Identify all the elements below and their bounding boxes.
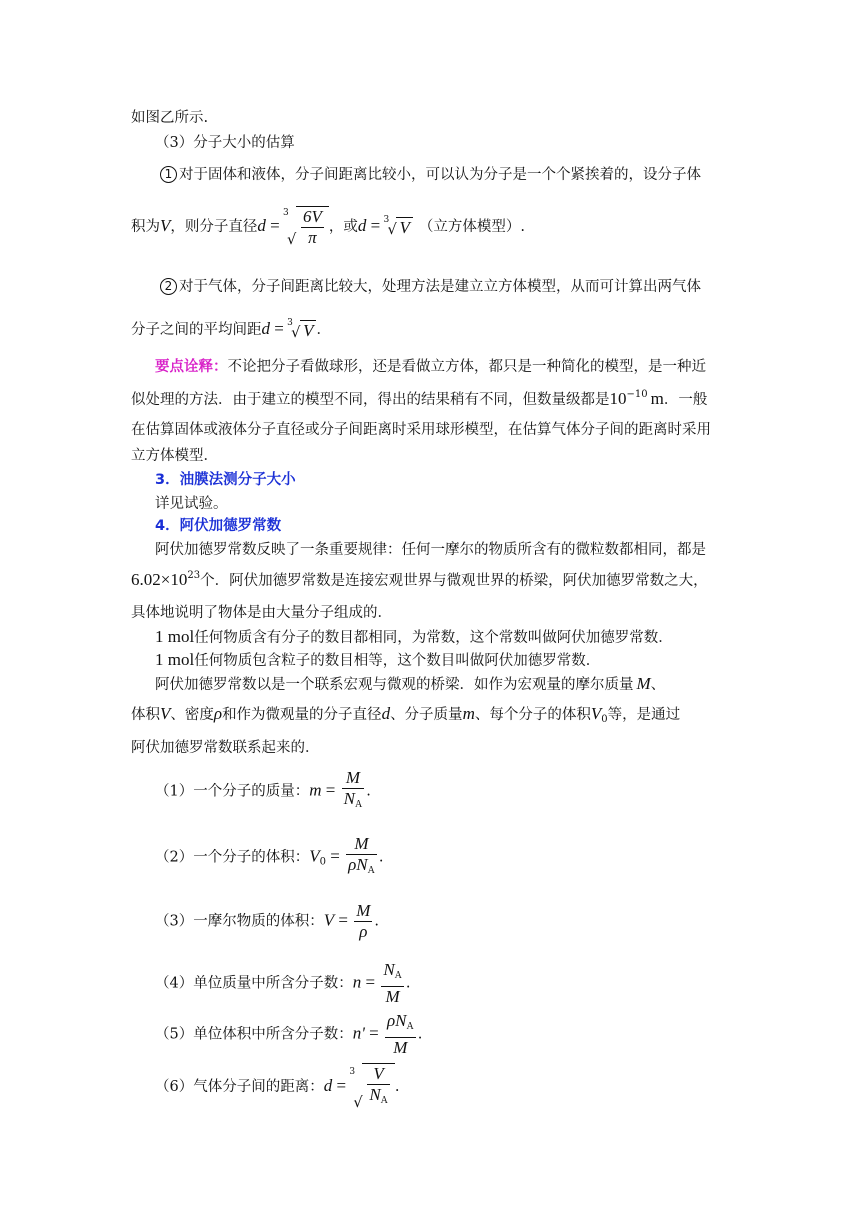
- text-line: 具体地说明了物体是由大量分子组成的．: [131, 605, 392, 621]
- text-line: 2 对于气体，分子间距离比较大，处理方法是建立立方体模型，从而可计算出两气体: [160, 275, 701, 296]
- formula-5: （5）单位体积中所含分子数：n' = $\frac{\rho N_A}{M}$ .: [155, 1011, 423, 1057]
- formula-line: 分子之间的平均间距d = 3 √ V ．: [131, 317, 331, 341]
- text-line: 1 mol任何物质含有分子的数目都相同，为常数，这个常数叫做阿伏加德罗常数．: [155, 627, 673, 646]
- formula-4: （4）单位质量中所含分子数：n = $\frac{N_A}{M}$ .: [155, 960, 411, 1006]
- text-line: 1 mol任何物质包含粒子的数目相等，这个数目叫做阿伏加德罗常数．: [155, 650, 601, 669]
- text-line: 阿伏加德罗常数以是一个联系宏观与微观的桥梁．如作为宏观量的摩尔质量 M、: [155, 674, 666, 693]
- note-line: 要点诠释：不论把分子看做球形，还是看做立方体，都只是一种简化的模型，是一种近: [155, 359, 706, 375]
- formula-3: （3）一摩尔物质的体积：V = $\frac{M}{\rho}$ .: [155, 901, 379, 941]
- heading-oil-film: 3．油膜法测分子大小: [155, 472, 296, 488]
- text-line: 在估算固体或液体分子直径或分子间距离时采用球形模型，在估算气体分子间的距离时采用: [131, 422, 711, 438]
- text-line: 阿伏加德罗常数联系起来的．: [131, 740, 320, 756]
- text-line: 1 对于固体和液体，分子间距离比较小，可以认为分子是一个个紧挨着的，设分子体: [160, 163, 701, 184]
- text-line: $6.02\times 10^{23}$个．阿伏加德罗常数是连接宏观世界与微观世界的桥梁，阿伏加德罗常数之大，: [131, 570, 708, 589]
- text-line: 如图乙所示.: [131, 110, 209, 126]
- circled-number-2: 2: [160, 278, 177, 295]
- text-line: 阿伏加德罗常数反映了一条重要规律：任何一摩尔的物质所含有的微粒数都相同，都是: [155, 542, 706, 558]
- text-line: 似处理的方法．由于建立的模型不同，得出的结果稍有不同，但数量级都是$10^{-10}$ m．一般: [131, 389, 708, 408]
- formula-line: 积为V，则分子直径d = 3 √ $\frac{6V}{\pi}$ ，或d = 3 √ V （立方体模型）.: [131, 207, 525, 248]
- circled-number-1: 1: [160, 166, 177, 183]
- text-line: 体积V、密度ρ和作为微观量的分子直径d、分子质量m、每个分子的体积$V_0$等，是通过: [131, 704, 681, 725]
- cube-root: 3 √ $\frac{6V}{\pi}$: [284, 206, 329, 248]
- formula-1: （1）一个分子的质量：m = $\frac{M}{N_A}$ .: [155, 768, 371, 810]
- formula-6: （6）气体分子间的距离：d = 3 √ $\frac{V}{N_A}$ .: [155, 1064, 400, 1111]
- section-heading-3: （3）分子大小的估算: [155, 135, 295, 151]
- note-label: 要点诠释：: [155, 359, 228, 375]
- formula-2: （2）一个分子的体积：$V_0$ = $\frac{M}{\rho N_A}$ .: [155, 834, 384, 876]
- text-line: 立方体模型．: [131, 448, 218, 464]
- heading-avogadro: 4．阿伏加德罗常数: [155, 518, 282, 534]
- text-line: 详见试验。: [155, 496, 228, 512]
